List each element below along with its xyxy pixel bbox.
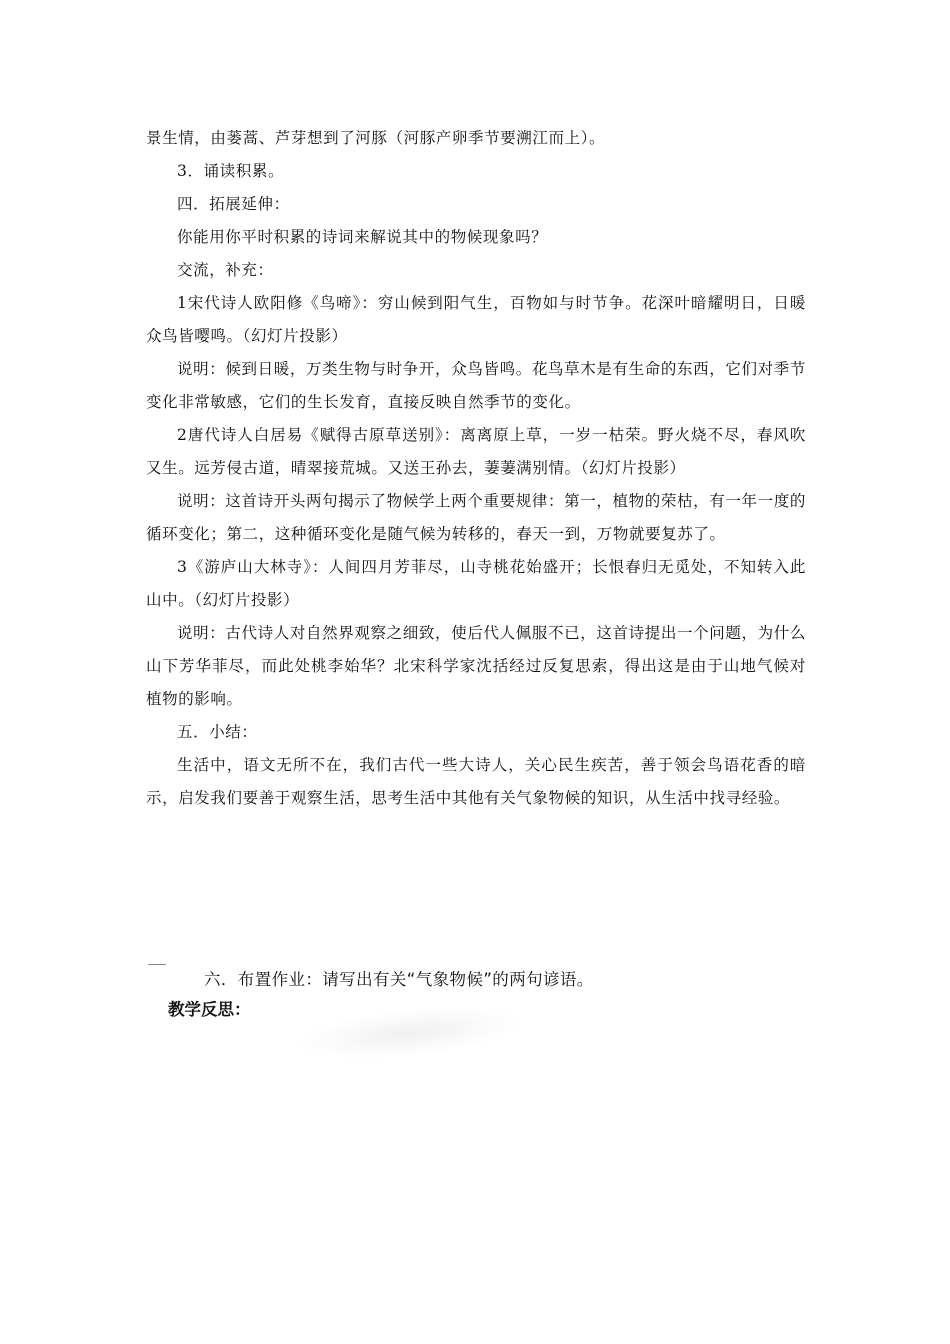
- short-rule-divider: [148, 964, 166, 965]
- exchange-heading: 交流，补充：: [177, 261, 274, 279]
- teaching-reflection-heading: 教学反思：: [168, 1000, 251, 1019]
- poem-2-paragraph: 2唐代诗人白居易《赋得古原草送别》：离离原上草，一岁一枯荣。野火烧不尽，春风吹又生。远芳侵古道，晴翠接荒城。又送王孙去，萋萋满别情。（幻灯片投影）: [146, 426, 806, 477]
- question-paragraph: 你能用你平时积累的诗词来解说其中的物候现象吗？: [177, 228, 548, 246]
- poem-3-paragraph: 3《游庐山大林寺》：人间四月芳菲尽，山寺桃花始盛开；长恨春归无觅处，不知转入此山中。（幻灯片投影）: [146, 558, 806, 609]
- faded-scan-artifact: [298, 999, 522, 1068]
- section-extension-heading: 四．拓展延伸：: [177, 195, 290, 213]
- paragraph-continuation: 景生情，由蒌蒿、芦芽想到了河豚（河豚产卵季节要溯江而上）。: [146, 129, 606, 147]
- poem-2-explanation: 说明：这首诗开头两句揭示了物候学上两个重要规律：第一，植物的荣枯，有一年一度的循环变化；第二，这种循环变化是随气候为转移的，春天一到，万物就要复苏了。: [146, 492, 806, 543]
- summary-heading: 五．小结：: [177, 723, 258, 741]
- homework-line: 六．布置作业：请写出有关“气象物候”的两句谚语。: [204, 970, 594, 989]
- poem-1-explanation: 说明：候到日暖，万类生物与时争开，众鸟皆鸣。花鸟草木是有生命的东西，它们对季节变化非常敏感，它们的生长发育，直接反映自然季节的变化。: [146, 360, 806, 411]
- step-recite: 3．诵读积累。: [177, 162, 285, 180]
- poem-1-paragraph: 1宋代诗人欧阳修《鸟啼》：穷山候到阳气生，百物如与时节争。花深叶暗耀明日，日暖众鸟皆嘤鸣。（幻灯片投影）: [146, 294, 806, 345]
- body-text: [146, 122, 806, 815]
- poem-3-explanation: 说明：古代诗人对自然界观察之细致，使后代人佩服不已，这首诗提出一个问题，为什么山下芳华菲尽，而此处桃李始华？北宋科学家沈括经过反复思索，得出这是由于山地气候对植物的影响。: [146, 624, 806, 708]
- summary-paragraph: 生活中，语文无所不在，我们古代一些大诗人，关心民生疾苦，善于领会鸟语花香的暗示，启发我们要善于观察生活，思考生活中其他有关气象物候的知识，从生活中找寻经验。: [146, 756, 806, 807]
